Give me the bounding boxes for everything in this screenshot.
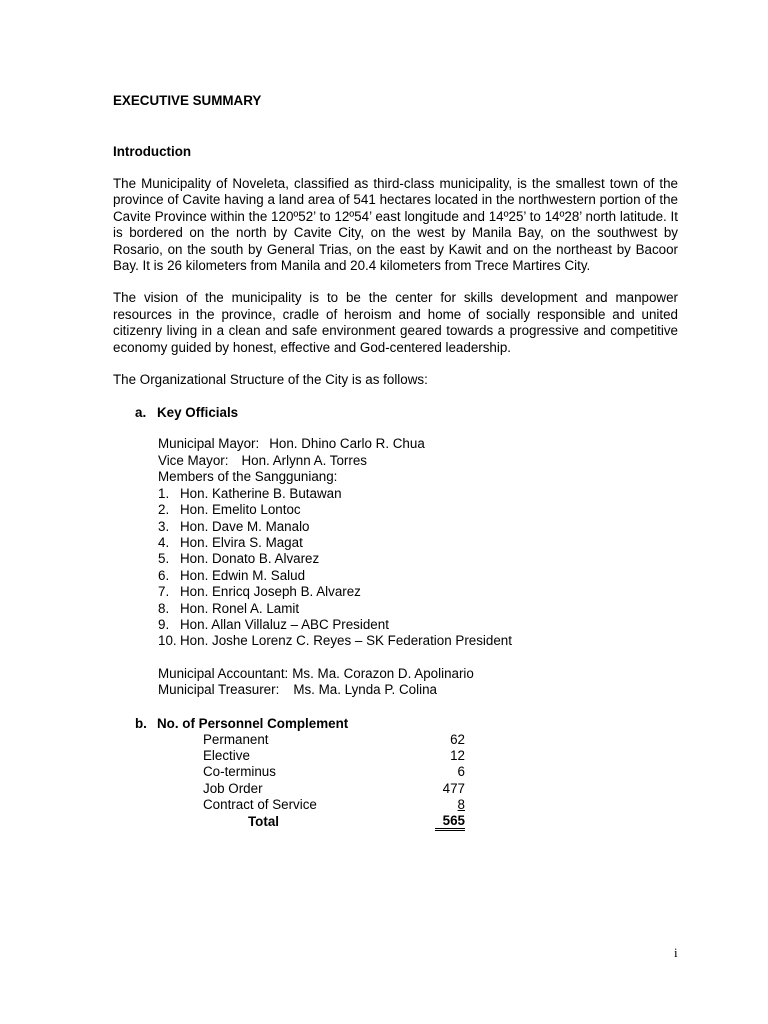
list-item [158, 551, 678, 567]
list-item [158, 535, 678, 551]
personnel-label: Contract of Service [203, 797, 317, 813]
document-page [113, 92, 678, 831]
personnel-value: 12 [450, 747, 465, 763]
member-name: Hon. Donato B. Alvarez [180, 551, 320, 567]
vice-mayor-name: Hon. Arlynn A. Torres [241, 452, 367, 468]
member-name: Hon. Dave M. Manalo [180, 518, 310, 534]
total-label: Total [248, 813, 279, 829]
table-row [203, 732, 465, 748]
members-label: Members of the Sangguniang: [158, 469, 338, 485]
treasurer-name: Ms. Ma. Lynda P. Colina [293, 682, 437, 698]
personnel-value: 477 [442, 780, 465, 796]
personnel-label: Elective [203, 747, 250, 763]
personnel-value: 6 [457, 764, 465, 780]
treasurer-row [158, 682, 678, 698]
list-number: 5. [158, 551, 170, 567]
list-item [158, 502, 678, 518]
section-title: No. of Personnel Complement [157, 715, 349, 731]
member-name: Hon. Allan Villaluz – ABC President [180, 616, 389, 632]
member-name: Hon. Enricq Joseph B. Alvarez [180, 584, 361, 600]
list-item [158, 584, 678, 600]
mayor-name: Hon. Dhino Carlo R. Chua [269, 436, 425, 452]
intro-paragraph-1: The Municipality of Noveleta, classified as third-class municipality, is the smallest town of the province of Cavite having a land area of 541 hectares located in the northwestern portion of the Cavite Province within the 120º52’ to 12º54’ east longitude and 14º25’ to 14º28’ north latitude. It is bordered on the north by Cavite City, on the west by Manila Bay, on the southwest by Rosario, on the south by General Trias, on the east by Kawit and on the northeast by Bacoor Bay. It is 26 kilometers from Manila and 20.4 kilometers from Trece Martires City. [113, 176, 678, 274]
personnel-table [203, 732, 678, 831]
table-row [203, 764, 465, 780]
mayor-row [158, 436, 678, 452]
list-item [158, 601, 678, 617]
personnel-label: Job Order [203, 780, 263, 796]
list-number: 3. [158, 518, 170, 534]
personnel-section [113, 715, 678, 831]
mayor-label: Municipal Mayor: [158, 436, 260, 452]
vision-paragraph: The vision of the municipality is to be the center for skills development and manpower resources in the province, cradle of heroism and home of socially responsible and united citizenry living in a clean and safe environment geared towards a progressive and competitive economy guided by honest, effective and God-centered leadership. [113, 290, 678, 355]
page-number: i [674, 945, 678, 960]
personnel-heading [113, 715, 678, 732]
accountant-name: Ms. Ma. Corazon D. Apolinario [292, 665, 474, 681]
total-value: 565 [435, 814, 465, 831]
vice-mayor-row [158, 453, 678, 469]
personnel-value: 8 [457, 797, 465, 813]
document-title: EXECUTIVE SUMMARY [113, 93, 262, 108]
list-number: 7. [158, 584, 170, 600]
members-list [158, 486, 678, 650]
member-name: Hon. Katherine B. Butawan [180, 485, 342, 501]
officials-list [158, 436, 678, 698]
table-row [203, 748, 465, 764]
personnel-value: 62 [450, 731, 465, 747]
member-name: Hon. Joshe Lorenz C. Reyes – SK Federation President [180, 633, 512, 649]
list-item [158, 486, 678, 502]
list-number: 4. [158, 534, 170, 550]
list-number: 6. [158, 567, 170, 583]
personnel-label: Co-terminus [203, 764, 276, 780]
list-item [158, 617, 678, 633]
table-row [203, 797, 465, 813]
list-number: 1. [158, 485, 170, 501]
accountant-label: Municipal Accountant: [158, 665, 289, 681]
list-item [158, 519, 678, 535]
vice-mayor-label: Vice Mayor: [158, 452, 229, 468]
section-marker: b. [135, 715, 147, 731]
list-number: 2. [158, 502, 170, 518]
personnel-label: Permanent [203, 731, 269, 747]
section-title: Key Officials [157, 405, 239, 421]
member-name: Hon. Ronel A. Lamit [180, 600, 300, 616]
table-row [203, 781, 465, 797]
treasurer-label: Municipal Treasurer: [158, 682, 280, 698]
member-name: Hon. Edwin M. Salud [180, 567, 306, 583]
list-item [158, 568, 678, 584]
list-number: 9. [158, 616, 170, 632]
member-name: Hon. Elvira S. Magat [180, 534, 303, 550]
accountant-row [158, 666, 678, 682]
introduction-heading: Introduction [113, 144, 192, 159]
list-number: 10. [158, 633, 177, 649]
member-name: Hon. Emelito Lontoc [180, 502, 301, 518]
org-structure-intro: The Organizational Structure of the City is as follows: [113, 372, 428, 388]
key-officials-section [113, 404, 678, 698]
key-officials-heading [113, 404, 678, 421]
section-marker: a. [135, 405, 147, 421]
total-row [203, 814, 465, 831]
list-number: 8. [158, 600, 170, 616]
list-item [158, 633, 678, 649]
